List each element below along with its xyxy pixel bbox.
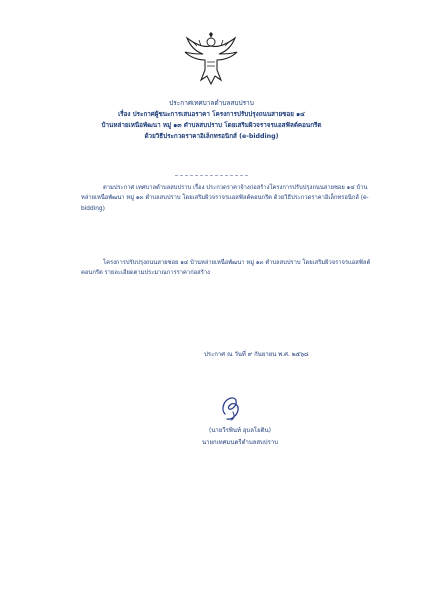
body-paragraph-1 (81, 183, 377, 214)
signer-title: นายกเทศมนตรีตำบลสบปราบ (201, 439, 279, 446)
body-paragraph-2-text: โครงการปรับปรุงถนนสายซอย ๑๔ บ้านหล่ายเหนือพัฒนา หมู่ ๑๓ ตำบลสบปราบ โดยเสริมผิวจราจรแอสฟัลต์คอนกรีต รายละเอียดตามประมาณการราคาก่อสร้าง (81, 260, 371, 277)
handwritten-signature (211, 392, 251, 422)
body-paragraph-2 (81, 258, 377, 279)
announcement-heading (50, 98, 373, 142)
body-paragraph-1-text: ตามประกาศ เทศบาลตำบลสบปราบ เรื่อง ประกวดราคาจ้างก่อสร้างโครงการปรับปรุงถนนสายซอย ๑๔ บ้านหล่ายเหนือพัฒนา หมู่ ๑๓ ตำบลสบปราบ โดยเสริมผิวจราจรแอสฟัลต์คอนกรีต ด้วยวิธีประกวดราคาอิเล็กทรอนิกส์ (e-bidding) (81, 185, 369, 212)
separator-dashes (175, 175, 248, 176)
subject-line-2: บ้านหล่ายเหนือพัฒนา หมู่ ๑๓ ตำบลสบปราบ โดยเสริมผิวจราจรแอสฟัลต์คอนกรีต (101, 122, 322, 129)
announcement-date: ประกาศ ณ วันที่ ๙ กันยายน พ.ศ. ๒๕๖๘ (204, 351, 309, 358)
issuing-org: ประกาศเทศบาลตำบลสบปราบ (169, 99, 254, 107)
subject-line-1: เรื่อง ประกาศผู้ชนะการเสนอราคา โครงการปรับปรุงถนนสายซอย ๑๔ (118, 111, 305, 118)
garuda-emblem-icon (183, 32, 239, 88)
subject-line-3: ด้วยวิธีประกวดราคาอิเล็กทรอนิกส์ (e-bidding) (144, 133, 279, 140)
signer-name: (นายวีรพินท์ อุบลโยติน) (208, 427, 271, 434)
